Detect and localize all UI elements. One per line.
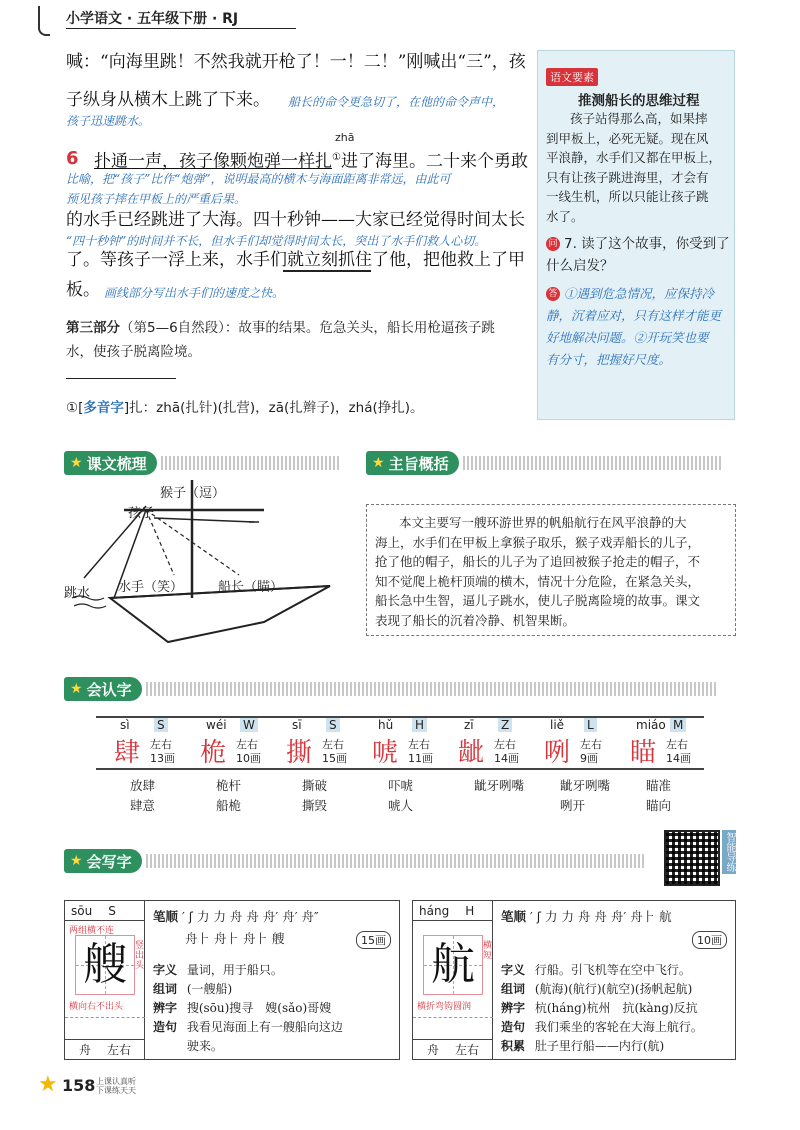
write-detail-line <box>501 961 703 980</box>
recognize-strokes: 13画 <box>150 752 175 765</box>
question-line: 7. 读了这个故事，你受到了 <box>564 236 730 252</box>
part-text-2: 水，使孩子脱离险境。 <box>66 344 201 360</box>
note-line-6: 画线部分写出水手们的速度之快。 <box>104 286 285 300</box>
recognize-word: 肆意 <box>130 798 156 813</box>
write-order <box>501 907 672 925</box>
side-title: 推测船长的思维过程 <box>578 93 700 109</box>
write-detail-value: (一艘船) <box>186 982 233 996</box>
write-radical: 舟 <box>79 1043 92 1057</box>
write-detail-key: 组词 <box>501 982 526 996</box>
recognize-strokes: 15画 <box>322 752 347 765</box>
recognize-item <box>200 718 284 828</box>
write-radical: 舟 <box>427 1043 440 1057</box>
recognize-strokes: 9画 <box>580 752 598 765</box>
write-detail-key: 辨字 <box>501 1001 526 1015</box>
write-order <box>153 907 319 925</box>
answer-line: 有分寸，把握好尺度。 <box>546 352 672 367</box>
write-grid <box>65 921 145 1039</box>
write-detail-key: 字义 <box>153 963 178 977</box>
write-pinyin: sōu <box>71 904 93 918</box>
recognize-struct: 左右 <box>580 738 602 751</box>
recognize-words <box>302 776 327 816</box>
note-line-4: “四十秒钟”的时间并不长，但水手们却觉得时间太长，突出了水手们救人心切。 <box>66 234 487 248</box>
recognize-struct: 左右 <box>236 738 258 751</box>
write-tip-top: 两组横不连 <box>69 926 115 936</box>
section-stripe <box>146 682 716 696</box>
write-grid <box>413 921 493 1039</box>
text-line-6: 板。 <box>66 280 100 300</box>
write-tip-right: 横短 <box>483 941 493 961</box>
write-detail-value: 量词，用于船只。 <box>186 963 283 977</box>
page-corner-mark <box>38 6 50 36</box>
write-pinyin-bar <box>413 901 493 921</box>
side-line: 平浪静，水手们又都在甲板上， <box>546 150 722 165</box>
footer-slogan-1: 上课认真听 <box>96 1077 136 1086</box>
write-char: 航 <box>431 939 475 990</box>
write-detail-line <box>501 1018 703 1037</box>
recognize-struct: 左右 <box>666 738 688 751</box>
star-icon: ★ <box>70 853 83 869</box>
recognize-item <box>630 718 714 828</box>
answer-icon: 答 <box>546 287 560 301</box>
write-detail-value: 杭(háng)杭州 抗(kàng)反抗 <box>534 1001 698 1015</box>
pinyin-zha: zhā <box>335 131 355 144</box>
write-detail <box>501 961 703 1056</box>
answer-line: 好地解决问题。②开玩笑也要 <box>546 330 709 345</box>
recognize-strokes: 10画 <box>236 752 261 765</box>
question-line: 什么启发？ <box>546 258 614 274</box>
recognize-pinyin: sì <box>120 718 130 732</box>
page-header-title: 小学语文 · 五年级下册 · RJ <box>66 11 239 27</box>
write-detail-line <box>501 1037 703 1056</box>
write-detail-value: 行船。引飞机等在空中飞行。 <box>534 963 691 977</box>
write-detail-line <box>501 999 703 1018</box>
write-bottom-bar <box>65 1039 145 1059</box>
section-huixie-label: 会写字 <box>86 852 132 871</box>
recognize-letter: S <box>154 718 168 732</box>
recognize-pinyin: hǔ <box>378 718 394 732</box>
recognize-letter: M <box>670 718 686 732</box>
text-line-3-b: 进了海里。二十来个勇敢 <box>340 151 528 172</box>
summary-line: 知不觉爬上桅杆顶端的横木，情况十分危险，在紧急关头， <box>375 573 701 589</box>
recognize-word: 放肆 <box>130 778 156 793</box>
recognize-struct: 左右 <box>322 738 344 751</box>
write-pinyin: háng <box>419 904 450 918</box>
recognize-item <box>544 718 628 828</box>
write-detail-line <box>153 961 343 980</box>
write-pinyin-bar <box>65 901 145 921</box>
side-line: 水了。 <box>546 208 584 224</box>
diagram-monkey: 猴子（逗） <box>160 486 226 501</box>
recognize-item <box>372 718 456 828</box>
text-line-3-a: 扑通一声，孩子像颗炮弹一样扎 <box>94 151 332 172</box>
write-detail-line <box>153 999 343 1018</box>
text-line-5: 了。等孩子一浮上来，水手们就立刻抓住了他，把他救上了甲 <box>66 250 525 270</box>
side-body <box>546 109 721 226</box>
summary-line: 船长急中生智，逼儿子跳水，使儿子脱离险境的故事。课文 <box>375 593 701 608</box>
recognize-letter: W <box>240 718 258 732</box>
write-tip-bottom: 横折弯钩圆润 <box>417 1002 472 1012</box>
recognize-strokes: 11画 <box>408 752 433 765</box>
recognize-pinyin: zī <box>464 718 474 732</box>
section-huiren <box>64 676 716 702</box>
section-huiren-label: 会认字 <box>86 680 132 699</box>
recognize-word: 唬人 <box>388 798 414 813</box>
recognize-strokes: 14画 <box>494 752 519 765</box>
recognize-word: 船桅 <box>216 798 242 813</box>
write-card-hang <box>412 900 736 1060</box>
write-detail-value: 搜(sōu)搜寻 嫂(sǎo)哥嫂 <box>186 1001 332 1015</box>
recognize-word: 撕破 <box>302 778 328 793</box>
recognize-word: 瞄准 <box>646 778 672 793</box>
write-detail-key: 造句 <box>501 1020 526 1034</box>
qr-code[interactable] <box>664 830 720 886</box>
recognize-char: 桅 <box>200 738 227 768</box>
recognize-pinyin: miáo <box>636 718 666 732</box>
write-detail <box>153 961 343 1056</box>
recognize-pinyin: sī <box>292 718 302 732</box>
header-rule <box>66 28 296 29</box>
recognize-item <box>286 718 370 828</box>
summary-line: 抢了他的帽子，船长的儿子为了追回被猴子抢走的帽子，不 <box>375 554 701 569</box>
answer-line: 静，沉着应对，只有这样才能更 <box>546 308 722 323</box>
recognize-char: 肆 <box>114 738 141 768</box>
side-panel <box>537 50 735 420</box>
footer-star-icon: ★ <box>38 1072 58 1097</box>
recognize-words <box>474 776 524 796</box>
answer-line: ①遇到危急情况，应保持冷 <box>564 286 715 301</box>
part-label: 第三部分 <box>66 320 120 336</box>
write-detail-line <box>153 1018 343 1037</box>
footnote-tag: 多音字 <box>83 400 124 416</box>
footnote: ①[多音字]扎：zhā(扎针)(扎营)，zā(扎辫子)，zhá(挣扎)。 <box>66 400 424 416</box>
footnote-num: ① <box>66 400 79 416</box>
write-detail-value: 我们乘坐的客轮在大海上航行。 <box>534 1020 703 1034</box>
write-detail-key: 组词 <box>153 982 178 996</box>
recognize-struct: 左右 <box>408 738 430 751</box>
qr-label: 智能导练 <box>724 832 735 872</box>
recognize-words <box>646 776 671 816</box>
star-icon: ★ <box>70 455 83 471</box>
write-detail-key: 辨字 <box>153 1001 178 1015</box>
write-order-2: 舟⺊ 舟⺊ 舟⺊ 艘 <box>185 931 285 946</box>
note-line-3b: 预见孩子摔在甲板上的严重后果。 <box>66 192 247 206</box>
write-char: 艘 <box>83 939 127 990</box>
side-line: 到甲板上，必死无疑。现在风 <box>546 130 709 146</box>
diagram-child: 孩子 <box>128 506 155 521</box>
write-grid-cell <box>423 935 483 995</box>
paragraph-number: 6 <box>66 148 79 169</box>
page-number: 158 <box>62 1076 96 1095</box>
note-line-2a: 船长的命令更急切了，在他的命令声中， <box>288 95 505 109</box>
recognize-char: 唬 <box>372 738 399 768</box>
summary-line: 海上，水手们在甲板上拿猴子取乐，猴子戏弄船长的儿子， <box>375 534 701 550</box>
story-diagram <box>64 480 354 650</box>
section-shuli <box>64 450 341 476</box>
text-line-1: 喊：“向海里跳！不然我就开枪了！一！二！”刚喊出“三”，孩 <box>66 52 526 72</box>
recognize-row <box>100 718 700 828</box>
footer-slogan-2: 下课练天天 <box>96 1086 136 1095</box>
side-line: 一线生机，所以只能让孩子跳 <box>546 189 709 204</box>
write-order-1: ′ ʃ 力 力 舟 舟 舟′ 舟′ 舟″ <box>182 909 319 924</box>
recognize-char: 撕 <box>286 738 313 768</box>
text-line-3 <box>94 148 528 172</box>
footer-slogan <box>96 1077 136 1095</box>
answer-text <box>546 283 721 371</box>
section-huixie <box>64 848 646 874</box>
write-order-label: 笔顺 <box>501 909 527 924</box>
footnote-ref[interactable]: ① <box>332 152 341 163</box>
part-text-1: （第5—6自然段）：故事的结果。危急关头，船长用枪逼孩子跳 <box>120 320 495 336</box>
recognize-letter: H <box>412 718 427 732</box>
write-letter: H <box>465 904 475 918</box>
recognize-letter: L <box>584 718 597 732</box>
section-stripe <box>146 854 646 868</box>
text-line-4: 的水手已经跳进了大海。四十秒钟——大家已经觉得时间太长 <box>66 210 525 230</box>
write-letter: S <box>108 904 116 918</box>
recognize-letter: S <box>326 718 340 732</box>
section-shuli-label: 课文梳理 <box>86 454 147 473</box>
section-stripe <box>161 456 341 470</box>
write-detail-line <box>501 980 703 999</box>
write-detail-line <box>153 1037 343 1056</box>
side-tag: 语文要素 <box>546 68 598 86</box>
section-zhuzhi <box>366 450 723 476</box>
side-line: 只有让孩子跳进海里，才会有 <box>546 169 709 185</box>
recognize-words <box>130 776 155 816</box>
write-card-sou <box>64 900 400 1060</box>
write-bottom-bar <box>413 1039 493 1059</box>
section-stripe <box>463 456 723 470</box>
section-zhuzhi-label: 主旨概括 <box>388 454 449 473</box>
side-line: 孩子站得那么高，如果摔 <box>570 111 708 126</box>
text-line-2: 子纵身从横木上跳了下来。 <box>66 90 270 110</box>
write-detail-key: 造句 <box>153 1020 178 1034</box>
recognize-word: 吓唬 <box>388 778 414 793</box>
question-text <box>546 233 730 277</box>
write-tip-right: 竖出头 <box>135 941 145 971</box>
recognize-word: 咧开 <box>560 798 586 813</box>
recognize-char: 瞄 <box>630 738 657 768</box>
write-struct: 左右 <box>455 1043 480 1057</box>
write-strokes: 15画 <box>356 931 391 949</box>
recognize-word: 龇牙咧嘴 <box>474 778 525 793</box>
write-detail-key: 积累 <box>501 1039 526 1053</box>
write-grid-cell <box>75 935 135 995</box>
write-detail-value: 我看见海面上有一艘船向这边 <box>186 1020 343 1034</box>
recognize-char: 咧 <box>544 738 571 768</box>
write-order-1: ′ ʃ 力 力 舟 舟 舟′ 舟⺊ 航 <box>530 909 672 924</box>
recognize-strokes: 14画 <box>666 752 691 765</box>
write-struct: 左右 <box>107 1043 132 1057</box>
recognize-char: 龇 <box>458 738 485 768</box>
footnote-text: 扎：zhā(扎针)(扎营)，zā(扎辫子)，zhá(挣扎)。 <box>129 400 424 416</box>
recognize-words <box>560 776 610 816</box>
note-line-3a: 比喻，把“孩子”比作“炮弹”，说明最高的横木与海面距离非常远，由此可 <box>66 172 451 186</box>
write-detail-value: 驶来。 <box>186 1039 223 1053</box>
write-detail-line <box>153 980 343 999</box>
recognize-struct: 左右 <box>150 738 172 751</box>
note-line-2b: 孩子迅速跳水。 <box>66 114 151 128</box>
recognize-item <box>458 718 542 828</box>
write-strokes: 10画 <box>692 931 727 949</box>
summary-line: 本文主要写一艘环游世界的帆船航行在风平浪静的大 <box>399 515 687 530</box>
star-icon: ★ <box>70 681 83 697</box>
write-detail-value: (航海)(航行)(航空)(扬帆起航) <box>534 982 693 996</box>
write-detail-value: 肚子里行船——内行(航) <box>534 1039 665 1053</box>
question-icon: 问 <box>546 237 560 251</box>
recognize-word: 撕毁 <box>302 798 328 813</box>
recognize-words <box>216 776 241 816</box>
recognize-word: 瞄向 <box>646 798 672 813</box>
recognize-letter: Z <box>498 718 512 732</box>
recognize-pinyin: liě <box>550 718 565 732</box>
star-icon: ★ <box>372 455 385 471</box>
write-detail-key: 字义 <box>501 963 526 977</box>
diagram-captain: 船长（瞄） <box>218 580 284 595</box>
recognize-struct: 左右 <box>494 738 516 751</box>
underline-speed <box>283 270 371 272</box>
recognize-word: 桅杆 <box>216 778 242 793</box>
part-summary <box>66 316 536 364</box>
summary-line: 表现了船长的沉着冷静、机智果断。 <box>375 612 576 628</box>
summary-box <box>366 504 736 636</box>
write-order-label: 笔顺 <box>153 909 179 924</box>
footnote-rule <box>66 378 176 379</box>
recognize-pinyin: wéi <box>206 718 227 732</box>
write-tip-bottom: 横向右不出头 <box>69 1002 124 1012</box>
recognize-item <box>114 718 198 828</box>
recognize-word: 龇牙咧嘴 <box>560 778 611 793</box>
diagram-jump: 跳水 <box>64 586 91 601</box>
recognize-words <box>388 776 413 816</box>
diagram-sailors: 水手（笑） <box>118 580 184 595</box>
